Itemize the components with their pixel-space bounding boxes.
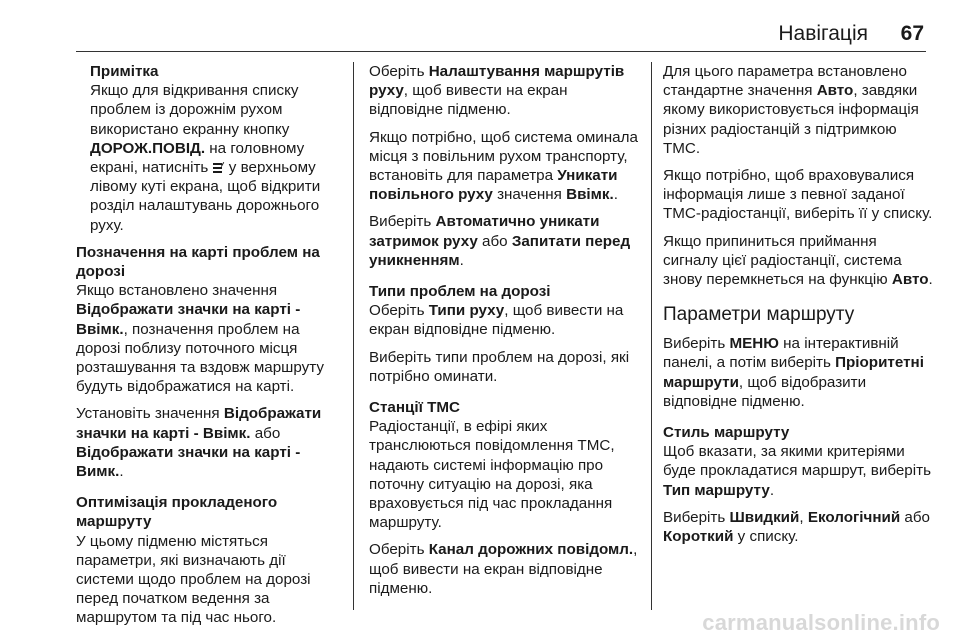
note-text: Якщо для відкривання списку проблем із дорожнім рухом використано екранну кнопку ДОРОЖ.ПОВІД. на головному екрані, натисніть у верхньому лівому куті екрана, щоб відкрити розділ налаштувань дорожнього руху.: [90, 82, 321, 234]
paragraph: Виберіть типи проблем на дорозі, які потрібно оминати.: [369, 348, 630, 385]
paragraph: Виберіть Автоматично уникати затримок руху або Запитати перед уникненням.: [369, 213, 631, 269]
paragraph: Радіостанції, в ефірі яких транслюються повідомлення TMC, надають системі інформацію про поточну ситуацію на дорозі, яка враховується під час прокладання маршруту.: [369, 418, 615, 532]
heading-incident-types: Типи проблем на дорозі: [369, 283, 551, 301]
note-box: [76, 62, 344, 235]
paragraph: Для цього параметра встановлено стандартне значення Авто, завдяки якому використовується інформація різних радіостанцій з підтримкою TMC.: [663, 63, 919, 157]
note-title: Примітка: [90, 63, 159, 80]
paragraph: Установіть значення Відображати значки на карті - Ввімк. або Відображати значки на карті - Вимк..: [76, 405, 322, 481]
paragraph: Щоб вказати, за якими критеріями буде прокладатися маршрут, виберіть Тип маршруту.: [663, 443, 931, 499]
paragraph: Оберіть Типи руху, щоб вивести на екран відповідне підменю.: [369, 302, 624, 339]
column-3: [663, 62, 935, 554]
watermark: carmanualsonline.info: [702, 610, 940, 635]
paragraph: Якщо встановлено значення Відображати значки на карті - Ввімк., позначення проблем на дорозі поблизу поточного місця розташування та вздовж маршруту будуть відображатися на карті.: [76, 282, 324, 396]
paragraph: Оберіть Налаштування маршрутів руху, щоб вивести на екран відповідне підменю.: [369, 63, 625, 119]
paragraph: Оберіть Канал дорожних повідомл., щоб вивести на екран відповідне підменю.: [369, 541, 638, 597]
heading-route-optimization: Оптимізація прокладеного маршруту: [76, 494, 278, 531]
page-header: [0, 0, 960, 52]
menu-icon: [213, 162, 225, 173]
column-divider-2: [651, 62, 652, 610]
paragraph: Виберіть Швидкий, Екологічний або Короткий у списку.: [663, 508, 930, 546]
heading-route-parameters: Параметри маршруту: [663, 304, 855, 326]
paragraph: Виберіть МЕНЮ на інтерактивній панелі, а потім виберіть Пріоритетні маршрути, щоб відобразити відповідне підменю.: [663, 335, 924, 410]
header-divider: [76, 51, 926, 52]
column-1: [76, 62, 344, 636]
paragraph: Якщо потрібно, щоб система оминала місця з повільним рухом транспорту, встановіть для параметра Уникати повільного руху значення Ввімк..: [369, 128, 638, 204]
paragraph: Якщо потрібно, щоб враховувалися інформація лише з певної заданої TMC-радіостанції, виберіть її у списку.: [663, 167, 933, 223]
column-divider-1: [353, 62, 354, 610]
page-number: 67: [900, 22, 924, 45]
heading-route-style: Стиль маршруту: [663, 424, 790, 442]
paragraph: Якщо припиниться приймання сигналу цієї радіостанції, система знову перемкнеться на функцію Авто.: [663, 232, 933, 289]
section-title: Навігація: [778, 22, 868, 45]
heading-tmc-stations: Станції TMC: [369, 399, 460, 417]
heading-map-incidents: Позначення на карті проблем на дорозі: [76, 243, 320, 281]
column-2: [369, 62, 641, 606]
paragraph: У цьому підменю містяться параметри, які визначають дії системи щодо проблем на дорозі перед початком ведення за маршрутом та під час нього.: [76, 532, 311, 627]
